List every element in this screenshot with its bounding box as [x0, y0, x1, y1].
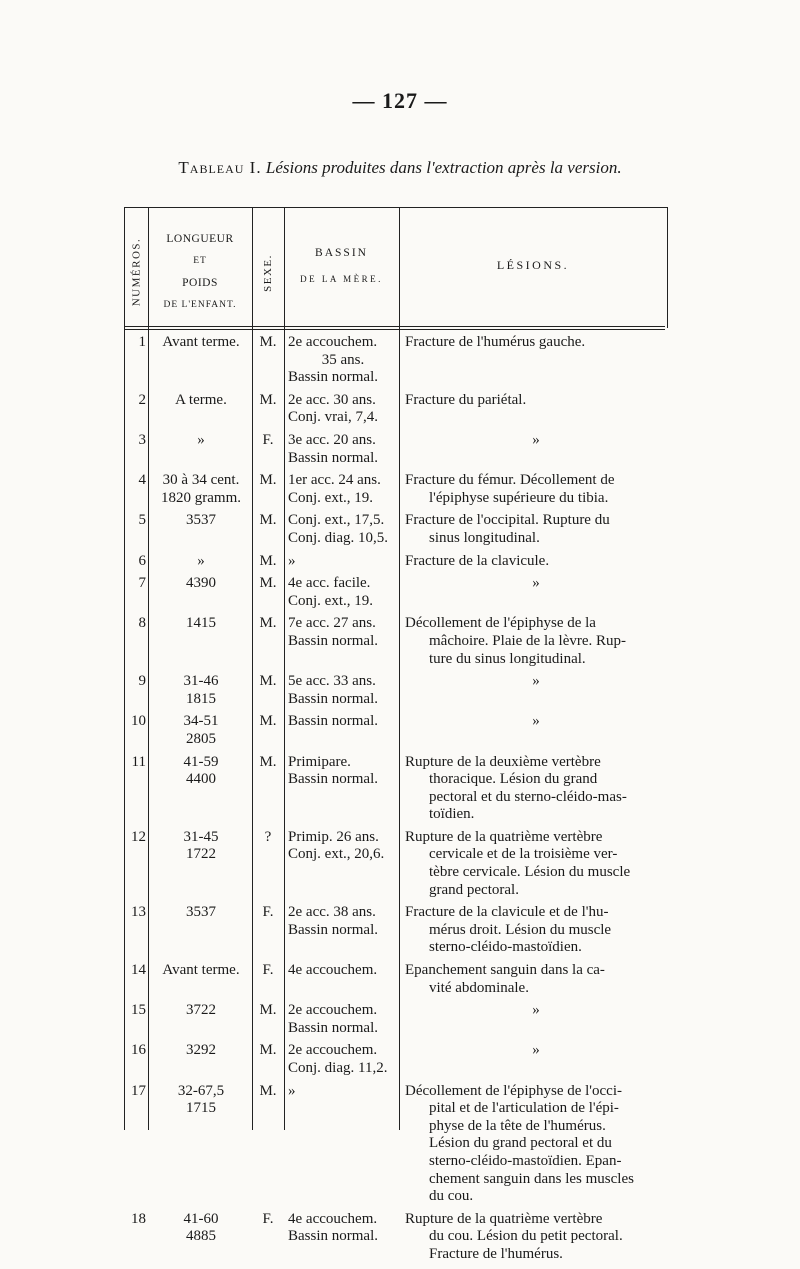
table-row [124, 1211, 668, 1269]
header-longueur-line: ET [193, 256, 207, 266]
row-sexe-line: M. [259, 673, 277, 690]
row-longueur-line: 32-67,5 [177, 1082, 225, 1099]
row-sexe [252, 472, 284, 490]
row-sexe-line: M. [259, 391, 277, 408]
row-number-line: 12 [131, 828, 146, 845]
row-longueur [151, 1083, 251, 1118]
row-lesions-line: cervicale et de la troisième ver- [429, 846, 618, 863]
row-lesions [405, 432, 667, 450]
row-number-line: 8 [138, 615, 146, 632]
row-bassin [288, 1002, 398, 1037]
row-lesions-line: Rupture de la quatrième vertèbre [405, 828, 603, 845]
row-longueur [151, 512, 251, 530]
row-sexe [252, 512, 284, 530]
row-sexe-line: M. [259, 575, 277, 592]
row-lesions [405, 713, 667, 731]
row-number [124, 553, 146, 571]
row-longueur [151, 904, 251, 922]
row-bassin-line: 35 ans. [321, 351, 365, 368]
row-number [124, 713, 146, 731]
row-longueur [151, 754, 251, 789]
row-lesions-line: Fracture du fémur. Décollement de [405, 472, 615, 489]
row-number-line: 3 [138, 431, 146, 448]
table-caption [0, 158, 800, 178]
row-lesions [405, 754, 667, 824]
row-longueur-line: 34-51 [183, 713, 219, 730]
row-bassin-line: Conj. vrai, 7,4. [288, 409, 378, 426]
row-number-line: 5 [138, 512, 146, 529]
header-sexe [252, 238, 284, 308]
row-longueur-line: 3537 [186, 904, 216, 921]
header-lesions: LÉSIONS. [496, 258, 570, 272]
row-bassin-line: Conj. diag. 11,2. [288, 1060, 388, 1077]
row-sexe-line: M. [259, 512, 277, 529]
table-row [124, 1083, 668, 1211]
row-number-line: 18 [131, 1210, 146, 1227]
row-sexe [252, 1042, 284, 1060]
row-sexe-line: M. [259, 713, 277, 730]
row-longueur [151, 1002, 251, 1020]
row-lesions [405, 392, 667, 410]
row-lesions-line: pital et de l'articulation de l'épi- [429, 1100, 619, 1117]
row-bassin-line: Primipare. [288, 753, 351, 770]
row-lesions-line: tèbre cervicale. Lésion du muscle [429, 864, 631, 881]
row-number-line: 17 [131, 1082, 146, 1099]
row-lesions-line: sterno-cléido-mastoïdien. Epan- [429, 1153, 622, 1170]
row-bassin [288, 512, 398, 547]
row-lesions-line: Fracture de l'humérus gauche. [405, 334, 586, 350]
row-bassin-line: Bassin normal. [288, 449, 378, 466]
row-sexe [252, 334, 284, 352]
row-lesions [405, 962, 667, 997]
row-bassin-line: Bassin normal. [288, 369, 378, 386]
row-lesions-line: » [532, 673, 540, 690]
row-bassin [288, 553, 398, 571]
row-sexe [252, 392, 284, 410]
row-longueur [151, 334, 251, 352]
row-bassin-line: 4e acc. facile. [288, 575, 371, 592]
row-longueur-line: » [197, 431, 205, 448]
row-bassin [288, 472, 398, 507]
row-bassin-line: Primip. 26 ans. [288, 828, 379, 845]
row-lesions-line: sterno-cléido-mastoïdien. [429, 939, 582, 956]
row-lesions-line: » [532, 431, 540, 448]
row-longueur [151, 392, 251, 410]
header-numeros-label: NUMÉROS. [130, 237, 143, 307]
row-bassin-line: Bassin normal. [288, 690, 378, 707]
header-bassin-line: BASSIN [315, 247, 368, 259]
row-sexe [252, 432, 284, 450]
table-row [124, 553, 668, 576]
table-row [124, 962, 668, 1002]
row-longueur [151, 962, 251, 980]
row-lesions-line: » [532, 1002, 540, 1019]
row-number [124, 512, 146, 530]
row-lesions [405, 334, 667, 352]
row-number-line: 2 [138, 391, 146, 408]
row-lesions-line: » [532, 575, 540, 592]
row-longueur-line: 3722 [186, 1002, 216, 1019]
row-number-line: 6 [138, 552, 146, 569]
table-row [124, 904, 668, 962]
row-lesions-line: pectoral et du sterno-cléido-mas- [429, 788, 627, 805]
row-sexe [252, 754, 284, 772]
row-lesions [405, 829, 667, 899]
row-number [124, 1211, 146, 1229]
row-longueur-line: Avant terme. [162, 962, 240, 979]
row-lesions-line: du cou. [429, 1188, 474, 1205]
row-bassin [288, 334, 398, 387]
row-longueur [151, 1211, 251, 1246]
row-bassin-line: Bassin normal. [288, 1228, 378, 1245]
row-bassin-line: Conj. ext., 19. [288, 489, 373, 506]
row-bassin-line: 5e acc. 33 ans. [288, 673, 376, 690]
row-lesions [405, 904, 667, 957]
header-separator [284, 326, 399, 330]
header-separator [148, 326, 252, 330]
row-sexe-line: F. [262, 904, 274, 921]
row-bassin-line: Bassin normal. [288, 1019, 378, 1036]
row-bassin [288, 1083, 398, 1101]
row-longueur [151, 553, 251, 571]
header-separator [124, 326, 148, 330]
header-bassin-line: DE LA MÈRE. [300, 274, 383, 284]
row-number-line: 9 [138, 673, 146, 690]
table-row [124, 754, 668, 829]
page-number: — 127 — [352, 88, 448, 113]
row-number [124, 334, 146, 352]
row-longueur-line: 1722 [186, 846, 216, 863]
row-bassin [288, 392, 398, 427]
header-separator [252, 326, 284, 330]
row-number-line: 10 [131, 713, 146, 730]
row-longueur [151, 575, 251, 593]
row-lesions [405, 1211, 667, 1264]
row-number [124, 829, 146, 847]
row-lesions-line: ture du sinus longitudinal. [429, 650, 586, 667]
row-number [124, 1083, 146, 1101]
row-lesions-line: » [532, 713, 540, 730]
header-longueur [148, 228, 252, 316]
row-longueur-line: 1820 gramm. [161, 489, 241, 506]
row-longueur-line: 3537 [186, 512, 216, 529]
row-number [124, 754, 146, 772]
row-longueur [151, 615, 251, 633]
row-bassin [288, 673, 398, 708]
table-row [124, 334, 668, 392]
row-bassin-line: 2e acc. 38 ans. [288, 904, 376, 921]
row-lesions-line: Rupture de la deuxième vertèbre [405, 753, 601, 770]
row-bassin-line: 7e acc. 27 ans. [288, 615, 376, 632]
header-numeros [124, 226, 148, 318]
row-lesions-line: thoracique. Lésion du grand [429, 771, 598, 788]
row-lesions-line: vité abdominale. [429, 979, 529, 996]
row-sexe [252, 1211, 284, 1229]
row-bassin-line: 1er acc. 24 ans. [288, 472, 381, 489]
row-sexe [252, 1083, 284, 1101]
row-bassin-line: Conj. ext., 20,6. [288, 846, 385, 863]
lesions-table [124, 207, 668, 1263]
row-bassin-line: Conj. ext., 19. [288, 592, 373, 609]
row-bassin [288, 1042, 398, 1077]
header-longueur-line: POIDS [182, 277, 218, 289]
row-sexe [252, 553, 284, 571]
row-sexe-line: M. [259, 472, 277, 489]
row-number [124, 1042, 146, 1060]
row-sexe-line: M. [259, 615, 277, 632]
table-row [124, 615, 668, 673]
row-lesions-line: Epanchement sanguin dans la ca- [405, 962, 605, 979]
row-lesions-line: grand pectoral. [429, 881, 519, 898]
row-lesions-line: mérus droit. Lésion du muscle [429, 921, 612, 938]
row-number-line: 15 [131, 1002, 146, 1019]
header-sexe-label: SEXE. [262, 254, 274, 292]
row-sexe [252, 829, 284, 847]
row-sexe [252, 615, 284, 633]
row-longueur-line: 31-46 [183, 673, 219, 690]
row-longueur-line: 41-60 [183, 1210, 219, 1227]
caption-title: Lésions produites dans l'extraction après la version. [265, 158, 622, 177]
row-sexe-line: ? [264, 828, 272, 845]
row-longueur [151, 472, 251, 507]
row-sexe-line: F. [262, 431, 274, 448]
row-lesions-line: Fracture de la clavicule et de l'hu- [405, 904, 609, 921]
row-longueur [151, 432, 251, 450]
row-lesions-line: Rupture de la quatrième vertèbre [405, 1210, 603, 1227]
row-bassin [288, 904, 398, 939]
row-bassin-line: 4e accouchem. [288, 1210, 378, 1227]
row-sexe-line: M. [259, 1002, 277, 1019]
row-lesions [405, 553, 667, 571]
header-separator [399, 326, 665, 330]
row-lesions-line: sinus longitudinal. [429, 529, 540, 546]
row-lesions-line: physe de la tête de l'humérus. [429, 1117, 606, 1134]
row-lesions [405, 1083, 667, 1206]
row-number-line: 1 [138, 334, 146, 350]
row-longueur-line: 1715 [186, 1100, 216, 1117]
row-bassin-line: 2e accouchem. [288, 1002, 378, 1019]
row-bassin [288, 1211, 398, 1246]
table-row [124, 713, 668, 753]
row-lesions-line: Décollement de l'épiphyse de la [405, 615, 596, 632]
row-sexe [252, 962, 284, 980]
row-bassin-line: 2e accouchem. [288, 334, 378, 350]
row-number [124, 962, 146, 980]
row-number-line: 16 [131, 1042, 146, 1059]
row-longueur-line: 41-59 [183, 753, 219, 770]
row-longueur-line: » [197, 552, 205, 569]
row-lesions-line: Fracture de la clavicule. [405, 552, 550, 569]
row-lesions-line: toïdien. [429, 806, 475, 823]
row-longueur-line: 2805 [186, 730, 216, 747]
row-sexe [252, 1002, 284, 1020]
row-bassin-line: » [288, 1082, 296, 1099]
row-longueur-line: 30 à 34 cent. [162, 472, 240, 489]
row-number [124, 904, 146, 922]
row-bassin-line: 2e acc. 30 ans. [288, 391, 376, 408]
row-lesions-line: Fracture du pariétal. [405, 391, 527, 408]
table-row [124, 673, 668, 713]
row-bassin [288, 575, 398, 610]
row-bassin-line: Bassin normal. [288, 921, 378, 938]
row-longueur-line: 4400 [186, 771, 216, 788]
table-row [124, 829, 668, 904]
row-sexe [252, 575, 284, 593]
row-sexe [252, 673, 284, 691]
row-number [124, 575, 146, 593]
row-sexe-line: F. [262, 962, 274, 979]
row-number [124, 615, 146, 633]
row-longueur-line: 4390 [186, 575, 216, 592]
row-number-line: 13 [131, 904, 146, 921]
row-lesions-line: Fracture de l'occipital. Rupture du [405, 512, 610, 529]
row-lesions [405, 673, 667, 691]
row-number [124, 472, 146, 490]
table-row [124, 432, 668, 472]
row-sexe-line: M. [259, 334, 277, 350]
row-lesions-line: du cou. Lésion du petit pectoral. [429, 1228, 623, 1245]
row-longueur-line: Avant terme. [162, 334, 240, 350]
row-longueur [151, 1042, 251, 1060]
caption-label: Tableau I. [178, 158, 262, 177]
row-sexe [252, 904, 284, 922]
row-number [124, 1002, 146, 1020]
row-lesions [405, 1002, 667, 1020]
header-longueur-line: LONGUEUR [166, 233, 234, 245]
row-bassin-line: Bassin normal. [288, 713, 378, 730]
row-lesions [405, 575, 667, 593]
row-longueur-line: 1415 [186, 615, 216, 632]
row-lesions [405, 512, 667, 547]
row-sexe [252, 713, 284, 731]
row-lesions [405, 615, 667, 668]
row-longueur [151, 829, 251, 864]
row-number-line: 7 [138, 575, 146, 592]
row-bassin [288, 432, 398, 467]
row-number [124, 673, 146, 691]
row-number [124, 392, 146, 410]
row-lesions-line: Fracture de l'humérus. [429, 1246, 563, 1263]
row-longueur-line: 4885 [186, 1228, 216, 1245]
row-lesions [405, 1042, 667, 1060]
row-bassin [288, 754, 398, 789]
row-lesions-line: chement sanguin dans les muscles [429, 1170, 634, 1187]
row-longueur-line: 1815 [186, 690, 216, 707]
header-longueur-line: DE L'ENFANT. [163, 300, 237, 310]
table-border-right [667, 208, 668, 328]
table-row [124, 472, 668, 512]
row-bassin-line: Bassin normal. [288, 771, 378, 788]
row-bassin [288, 829, 398, 864]
table-row [124, 575, 668, 615]
row-number-line: 14 [131, 962, 146, 979]
row-lesions-line: Lésion du grand pectoral et du [429, 1135, 612, 1152]
row-bassin-line: Conj. ext., 17,5. [288, 512, 385, 529]
row-number [124, 432, 146, 450]
row-sexe-line: M. [259, 1042, 277, 1059]
row-bassin-line: Bassin normal. [288, 632, 378, 649]
row-bassin-line: 3e acc. 20 ans. [288, 431, 376, 448]
row-bassin-line: 2e accouchem. [288, 1042, 378, 1059]
row-longueur [151, 673, 251, 708]
row-lesions-line: » [532, 1042, 540, 1059]
row-bassin [288, 962, 398, 980]
row-lesions-line: mâchoire. Plaie de la lèvre. Rup- [429, 632, 627, 649]
row-longueur-line: 31-45 [183, 828, 219, 845]
row-sexe-line: M. [259, 552, 277, 569]
row-bassin [288, 615, 398, 650]
row-longueur-line: A terme. [175, 391, 227, 408]
table-body [124, 334, 668, 1269]
row-longueur-line: 3292 [186, 1042, 216, 1059]
row-sexe-line: M. [259, 753, 277, 770]
table-row [124, 512, 668, 552]
table-row [124, 392, 668, 432]
row-bassin-line: » [288, 552, 296, 569]
header-bassin [284, 240, 399, 292]
row-sexe-line: M. [259, 1082, 277, 1099]
table-row [124, 1042, 668, 1082]
row-bassin-line: Conj. diag. 10,5. [288, 529, 388, 546]
row-bassin-line: 4e accouchem. [288, 962, 378, 979]
row-longueur [151, 713, 251, 748]
row-lesions [405, 472, 667, 507]
table-row [124, 1002, 668, 1042]
row-bassin [288, 713, 398, 731]
row-number-line: 4 [138, 472, 146, 489]
row-lesions-line: l'épiphyse supérieure du tibia. [429, 489, 609, 506]
row-lesions-line: Décollement de l'épiphyse de l'occi- [405, 1082, 622, 1099]
row-number-line: 11 [131, 753, 146, 770]
row-sexe-line: F. [262, 1210, 274, 1227]
